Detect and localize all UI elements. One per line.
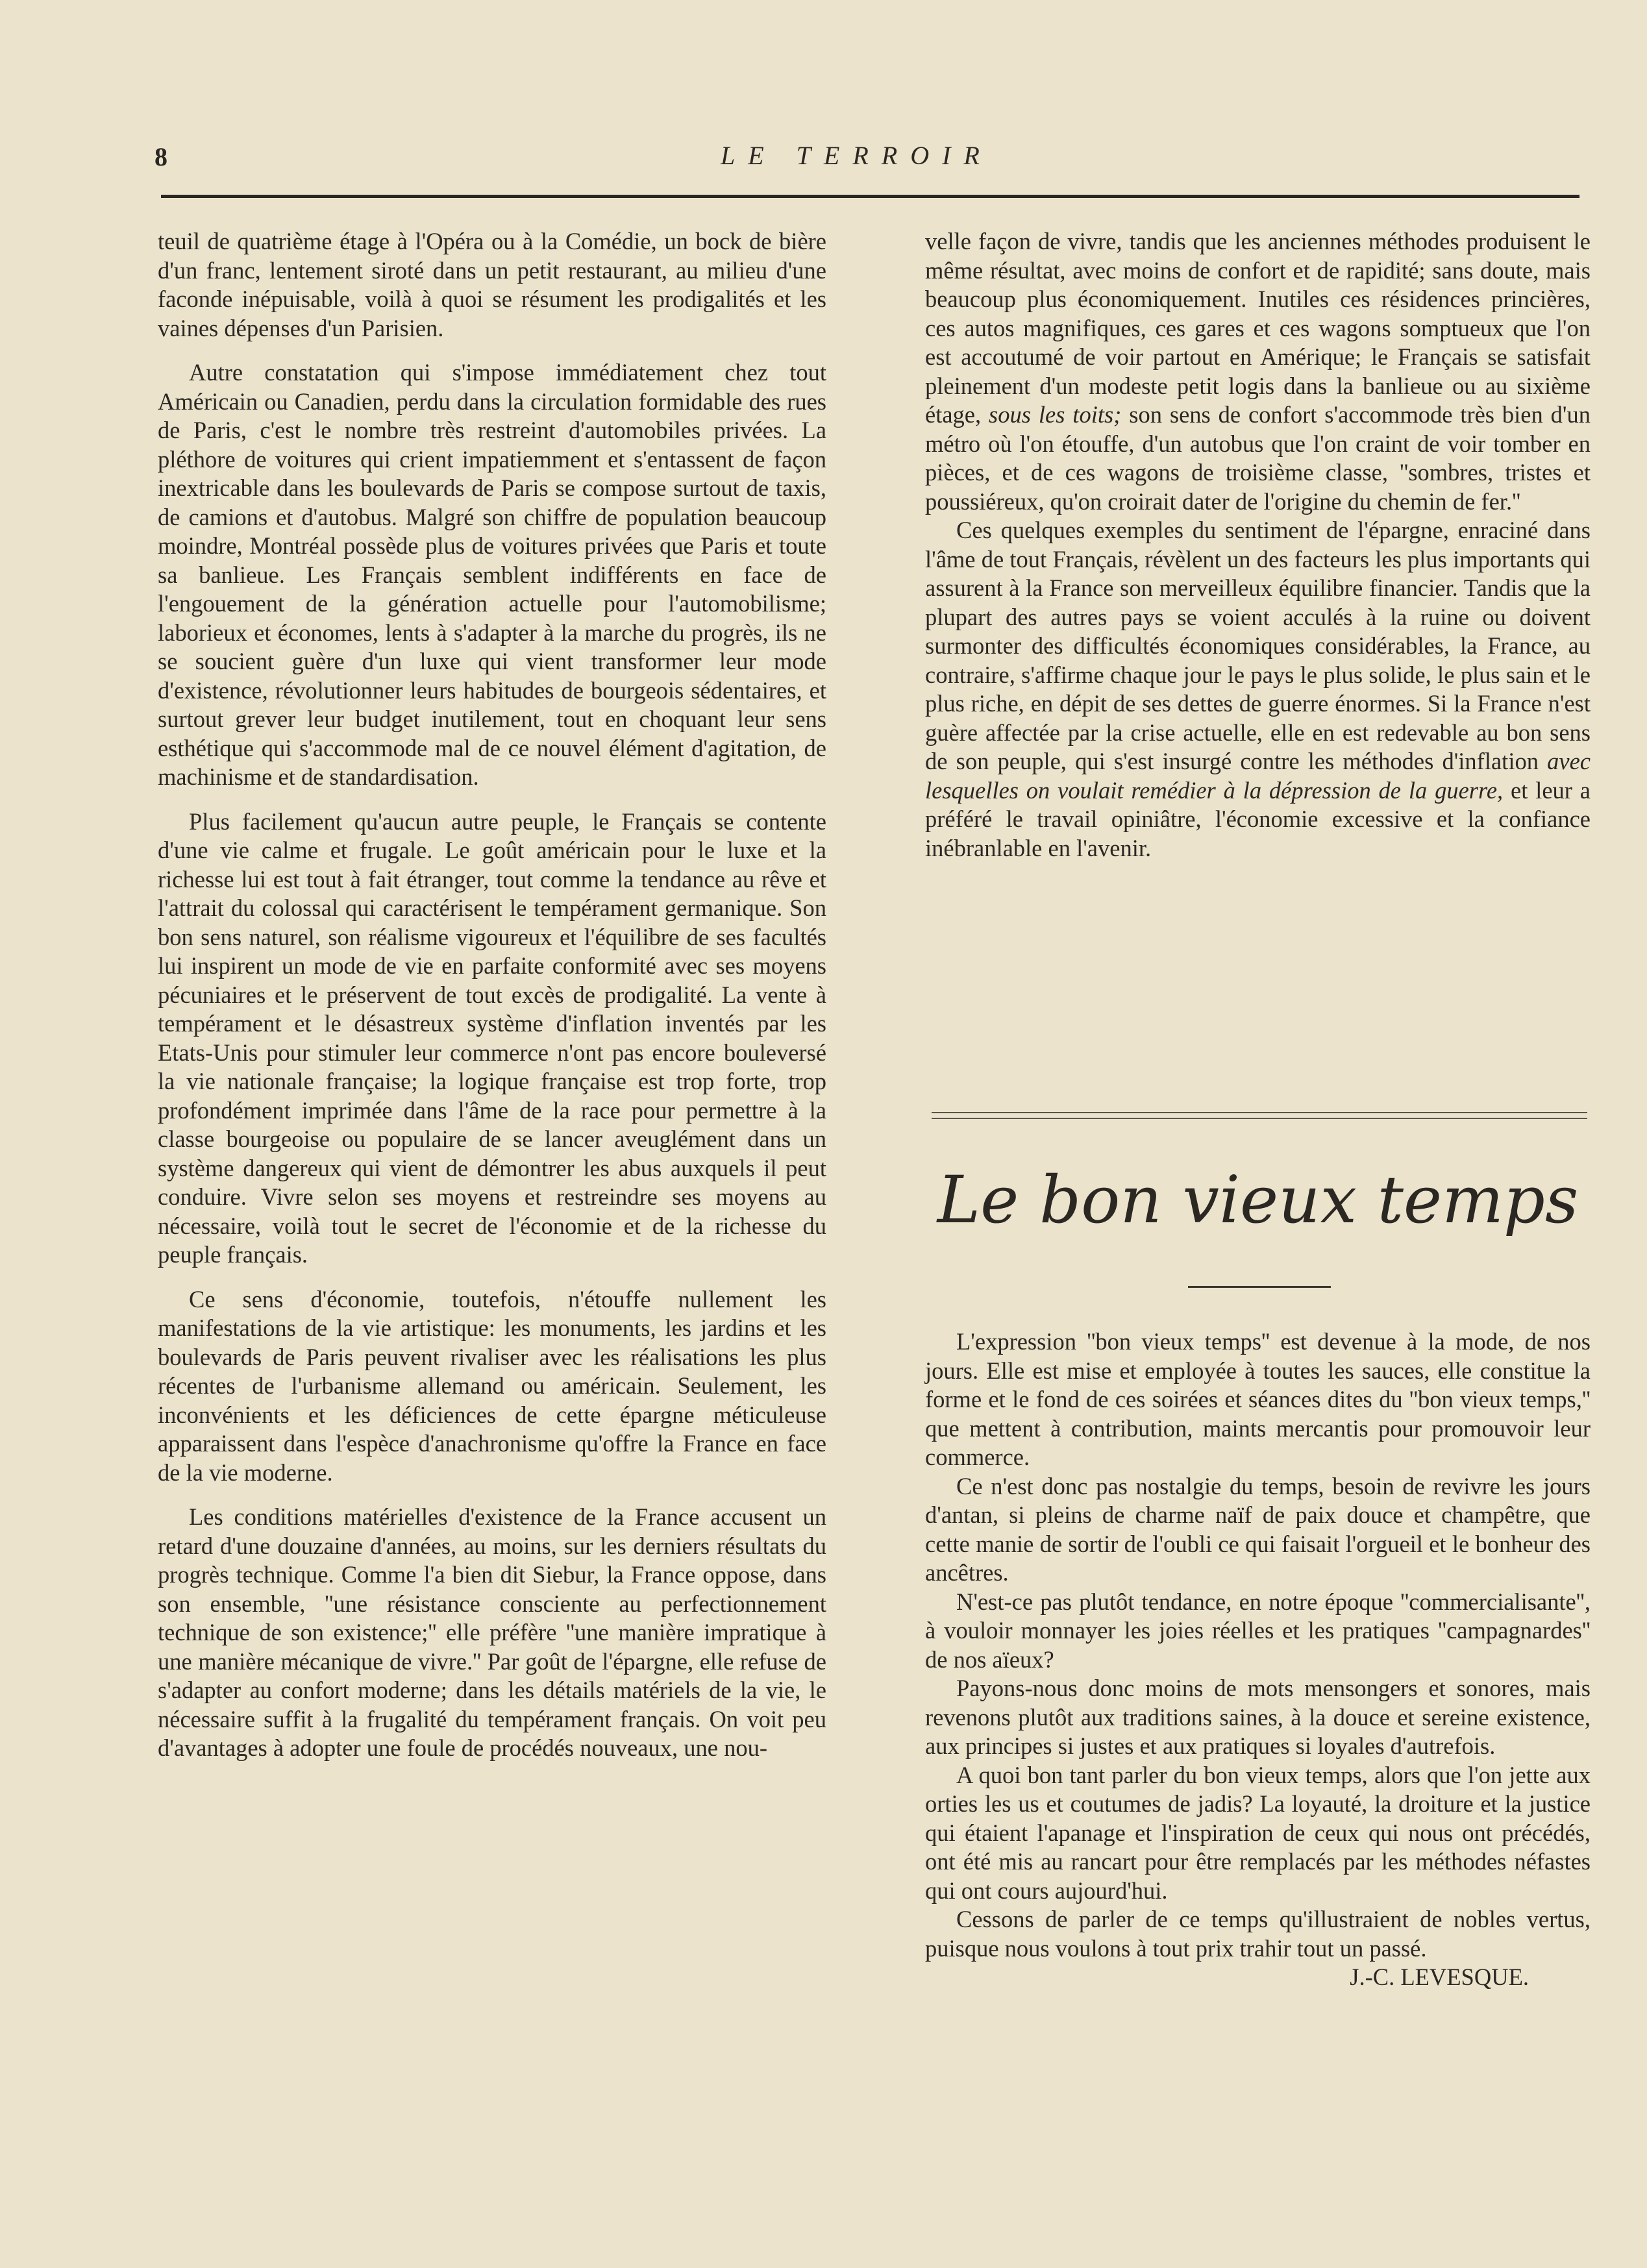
article-paragraph: Cessons de parler de ce temps qu'illustraient de nobles vertus, puisque nous voulons à tout prix trahir tout un passé.: [925, 1906, 1591, 1962]
article-paragraph: N'est-ce pas plutôt tendance, en notre époque ''commercialisante'', à vouloir monnayer les joies réelles et les pratiques ''campagnardes'' de nos aïeux?: [925, 1588, 1591, 1673]
header-rule: [161, 195, 1579, 198]
left-paragraph: teuil de quatrième étage à l'Opéra ou à la Comédie, un bock de bière d'un franc, lentement siroté dans un petit restaurant, au milieu d'une faconde inépuisable, voilà à quoi se résument les prodigalités et les vaines dépenses d'un Parisien.: [158, 228, 826, 341]
left-paragraph: Ce sens d'économie, toutefois, n'étouffe nullement les manifestations de la vie artistique: les monuments, les jardins et les boulevards de Paris peuvent rivaliser avec les réalisations les plus récentes de l'urbanisme allemand ou américain. Seulement, les inconvénients et les déficiences de cette épargne méticuleuse apparaissent dans l'espèce d'anachronisme qu'offre la France en face de la vie moderne.: [158, 1285, 826, 1486]
article-paragraph: L'expression ''bon vieux temps'' est devenue à la mode, de nos jours. Elle est mise et employée à toutes les sauces, elle constitue la forme et le fond de ces soirées et séances dites du ''bon vieux temps,'' que mettent à contribution, maints mercantis pour promouvoir leur commerce.: [925, 1328, 1591, 1470]
text-run: Ces quelques exemples du sentiment de l'épargne, enraciné dans l'âme de tout Français, révèlent un des facteurs les plus importants qui assurent à la France son merveilleux équilibre financier. Tandis que la plupart des autres pays se voient acculés à la ruine ou doivent surmonter des difficultés économiques considérables, la France, au contraire, s'affirme chaque jour le pays le plus solide, le plus sain et le plus riche, en dépit de ses dettes de guerre énormes. Si la France n'est guère affectée par la crise actuelle, elle en est redevable au bon sens de son peuple, qui s'est insurgé contre les méthodes d'inflation: [925, 517, 1591, 774]
left-paragraph: Les conditions matérielles d'existence de la France accusent un retard d'une douzaine d'années, au moins, sur les derniers résultats du progrès technique. Comme l'a bien dit Siebur, la France oppose, dans son ensemble, ''une résistance consciente au perfectionnement technique de son existence;'' elle préfère ''une manière impratique à une manière mécanique de vivre.'' Par goût de l'épargne, elle refuse de s'adapter au confort moderne; dans les détails matériels de la vie, le nécessaire suffit à la frugalité du tempérament français. On voit peu d'avantages à adopter une foule de procédés nouveaux, une nou-: [158, 1503, 826, 1761]
author-signature: J.-C. LEVESQUE.: [1350, 1964, 1529, 1990]
left-column: [158, 227, 826, 1779]
right-column: [925, 227, 1591, 863]
left-paragraph: Autre constatation qui s'impose immédiatement chez tout Américain ou Canadien, perdu dans la circulation formidable des rues de Paris, c'est le nombre très restreint d'automobiles privées. La pléthore de voitures qui crient impatiemment et s'entassent de façon inextricable dans les boulevards de Paris se compose surtout de taxis, de camions et d'autobus. Malgré son chiffre de population beaucoup moindre, Montréal possède plus de voitures privées que Paris et toute sa banlieue. Les Français semblent indifférents en face de l'engouement de la génération actuelle pour l'automobilisme; laborieux et économes, lents à s'adapter à la marche du progrès, ils ne se soucient guère d'un luxe qui vient transformer leur mode d'existence, révolutionner leurs habitudes de bourgeois sédentaires, et surtout grever leur budget inutilement, tout en choquant leur sens esthétique qui s'accommode mal de ce nouvel élément d'agitation, de machinisme et de standardisation.: [158, 359, 826, 790]
text-run: son sens de confort s'accommode très bien d'un métro où l'on étouffe, d'un autobus que l'on craint de voir tomber en pièces, et de ces wagons de troisième classe, ''sombres, tristes et poussiéreux, qu'on croirait dater de l'origine du chemin de fer.'': [925, 401, 1591, 515]
article-title: Le bon vieux temps: [937, 1162, 1579, 1238]
section-rule: [932, 1112, 1587, 1113]
page-number: 8: [155, 142, 167, 171]
text-run: velle façon de vivre, tandis que les anciennes méthodes produisent le même résultat, avec moins de confort et de rapidité; sans doute, mais beaucoup plus économiquement. Inutiles ces résidences princières, ces autos magnifiques, ces gares et ces wagons somptueux que l'on est accoutumé de voir partout en Amérique; le Français se satisfait pleinement d'un modeste petit logis dans la banlieue ou au sixième étage,: [925, 228, 1591, 428]
article-paragraph: A quoi bon tant parler du bon vieux temps, alors que l'on jette aux orties les us et coutumes de jadis? La loyauté, la droiture et la justice qui étaient l'apanage et l'inspiration de ceux qui nous ont précédés, ont été mis au rancart pour être remplacés par les méthodes néfastes qui ont cours aujourd'hui.: [925, 1761, 1591, 1904]
right-paragraph: [925, 516, 1591, 863]
right-paragraph: [925, 227, 1591, 516]
article-paragraph: Ce n'est donc pas nostalgie du temps, besoin de revivre les jours d'antan, si pleins de charme naïf de paix douce et champêtre, que cette manie de sortir de l'oubli ce qui faisait l'orgueil et le bonheur des ancêtres.: [925, 1472, 1591, 1586]
article-paragraph: Payons-nous donc moins de mots mensongers et sonores, mais revenons plutôt aux traditions saines, à la douce et sereine existence, aux principes si justes et aux pratiques si loyales d'autrefois.: [925, 1675, 1591, 1759]
article-body: [925, 1327, 1591, 1992]
running-header: LE TERROIR: [721, 141, 993, 170]
italic-run: sous les toits;: [989, 401, 1122, 428]
left-paragraph: Plus facilement qu'aucun autre peuple, le Français se contente d'une vie calme et frugale. Le goût américain pour le luxe et la richesse lui est tout à fait étranger, tout comme la tendance au rêve et l'attrait du colossal qui caractérisent le tempérament germanique. Son bon sens naturel, son réalisme vigoureux et l'équilibre de ses facultés lui inspirent un mode de vie en parfaite conformité avec ses moyens pécuniaires et le préservent de tout excès de prodigalité. La vente à tempérament et le désastreux système d'inflation inventés par les Etats-Unis pour stimuler leur commerce n'ont pas encore bouleversé la vie nationale française; la logique française est trop forte, trop profondément imprimée dans l'âme de la race pour permettre à la classe bourgeoise ou populaire de se lancer aveuglément dans un système dangereux qui vient de démontrer les abus auxquels il peut conduire. Vivre selon ses moyens et restreindre ses moyens au nécessaire, voilà tout le secret de l'économie et de la richesse du peuple français.: [158, 807, 826, 1268]
italic-run: avec lesquelles on voulait remédier à la dépression de la guerre,: [925, 748, 1591, 804]
section-rule: [932, 1118, 1587, 1119]
title-rule: [1188, 1286, 1331, 1288]
text-run: et leur a préféré le travail opiniâtre, l'économie excessive et la confiance inébranlable en l'avenir.: [925, 776, 1591, 861]
